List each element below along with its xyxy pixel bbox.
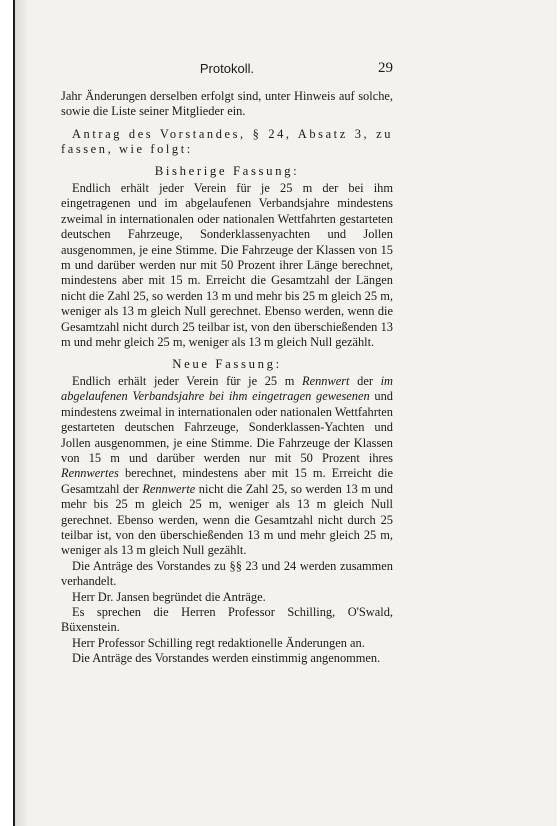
new-text-part-1: Endlich erhält jeder Verein für je 25 m — [72, 373, 303, 388]
new-text-part-5: nicht die Zahl 25, so werden 13 m und mehr bis 25 m gleich 25 m, weniger als 13 m gleich Null gerechnet. Ebenso werden, wenn die Gesamtzahl nicht durch 25 teilbar ist, von den überschießenden 13 m und mehr gleich 25 m, weniger als 13 m gleich Null gezählt. — [61, 481, 393, 558]
new-text-italic-3: Rennwertes — [61, 466, 119, 481]
motion-spaced-title: Antrag des Vorstandes, — [72, 126, 246, 141]
paragraph-new-version — [61, 374, 393, 559]
body-text — [61, 89, 393, 667]
new-text-part-4: berechnet, mindestens aber mit 15 m. Erreicht die Gesamtzahl der — [61, 466, 393, 496]
paragraph-schilling: Herr Professor Schilling regt redaktionelle Änderungen an. — [72, 635, 365, 650]
new-text-italic-4: Rennwerte — [142, 481, 196, 496]
new-text-part-2: der — [349, 373, 381, 388]
paragraph-speakers: Es sprechen die Herren Professor Schilling, O'Swald, Büxenstein. — [61, 605, 393, 635]
section-heading-new: Neue Fassung: — [172, 356, 282, 371]
page-header — [61, 61, 393, 81]
running-head: Protokoll. — [199, 61, 255, 76]
paragraph-jansen: Herr Dr. Jansen begründet die Anträge. — [72, 589, 266, 604]
paragraph-previous-version: Endlich erhält jeder Verein für je 25 m der bei ihm eingetragenen und im abgelaufenen Verbandsjahre mindestens zweimal in internationalen oder nationalen Wettfahrten gestarteten deutschen Fahrzeuge, Sonderklassenyachten und Jollen ausgenommen, je eine Stimme. Die Fahrzeuge der Klassen von 15 m und darüber werden nur mit 50 Prozent ihrer Länge berechnet, mindestens aber mit 15 m. Erreicht die Gesamtzahl der Längen nicht die Zahl 25, so werden 13 m und mehr bis 25 m gleich 25 m, weniger als 13 m gleich Null gerechnet. Ebenso werden, wenn die Gesamtzahl nicht durch 25 teilbar ist, von den überschießenden 13 m und mehr gleich 25 m, weniger als 13 m gleich Null gezählt. — [61, 181, 393, 350]
page-number: 29 — [378, 60, 393, 76]
new-text-italic-1: Rennwert — [302, 373, 350, 388]
motion-paragraph — [61, 127, 393, 158]
section-heading-previous: Bisherige Fassung: — [154, 163, 300, 178]
paragraph-intro: Jahr Änderungen derselben erfolgt sind, unter Hinweis auf solche, sowie die Liste seiner Mitglieder ein. — [61, 89, 393, 119]
new-text-part-3: und mindestens zweimal in internationalen oder nationalen Wettfahrten gestarteten deutschen Fahrzeuge, Sonderklassen-Yachten und Jollen ausgenommen, je eine Stimme. Die Fahrzeuge der Klassen von 15 m und darüber werden nur mit 50 Prozent ihres — [61, 389, 393, 465]
paragraph-joint-discussion: Die Anträge des Vorstandes zu §§ 23 und 24 werden zusammen verhandelt. — [61, 558, 393, 589]
motion-title-rest: § 24, Absatz 3, zu fassen, wie folgt: — [61, 126, 393, 157]
new-text-italic-2: im abgelaufenen Verbandsjahre bei ihm eingetragen gewesenen — [61, 373, 393, 404]
paragraph-adopted: Die Anträge des Vorstandes werden einstimmig angenommen. — [72, 651, 381, 666]
